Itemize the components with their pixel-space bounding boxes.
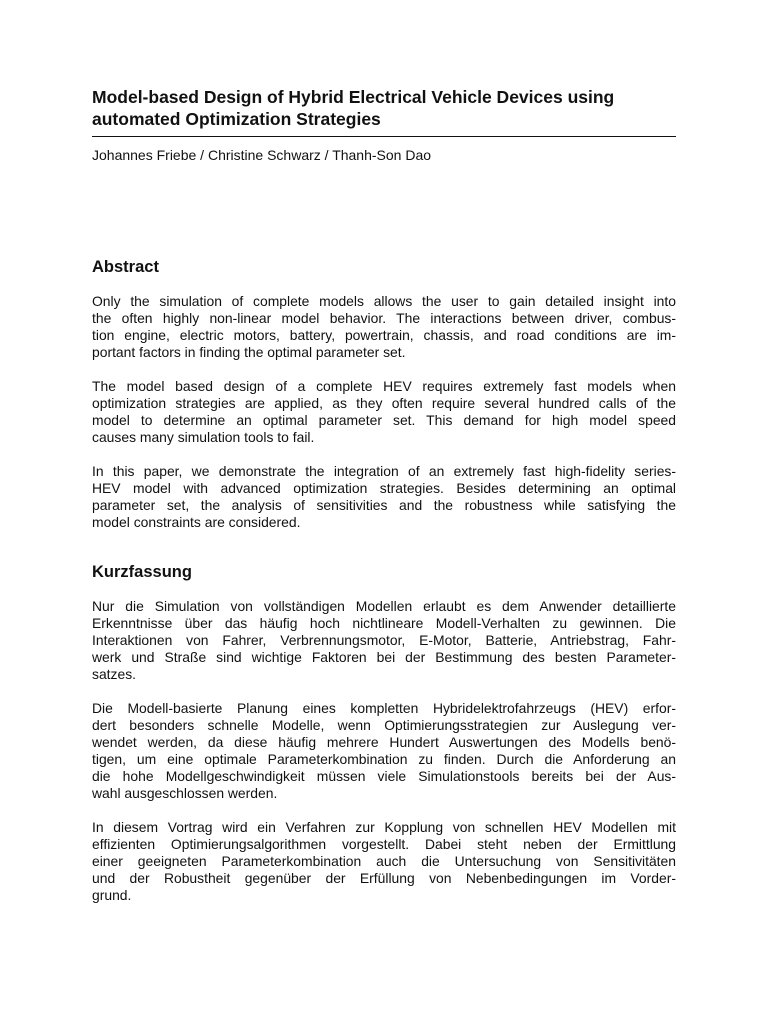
text-line: Interaktionen von Fahrer, Verbrennungsmotor, E-Motor, Batterie, Antriebstrag, Fahr- xyxy=(92,632,676,648)
text-line: Die Modell-basierte Planung eines kompletten Hybridelektrofahrzeugs (HEV) erfor- xyxy=(92,700,676,716)
text-line: einer geeigneten Parameterkombination auch die Untersuchung von Sensitivitäten xyxy=(92,853,676,869)
text-line: tion engine, electric motors, battery, powertrain, chassis, and road conditions are im- xyxy=(92,327,676,343)
kurzfassung-paragraph xyxy=(92,598,676,683)
kurzfassung-heading: Kurzfassung xyxy=(92,563,192,581)
text-line: causes many simulation tools to fail. xyxy=(92,429,315,445)
text-line: wendet werden, da diese häufig mehrere Hundert Auswertungen des Modells benö- xyxy=(92,734,676,750)
text-line: portant factors in finding the optimal parameter set. xyxy=(92,344,406,360)
abstract-paragraph xyxy=(92,293,676,361)
text-line: tigen, um eine optimale Parameterkombination zu finden. Durch die Anforderung an xyxy=(92,751,676,767)
abstract-paragraph xyxy=(92,463,676,531)
text-line: model to determine an optimal parameter set. This demand for high model speed xyxy=(92,412,676,428)
text-line: the often highly non-linear model behavior. The interactions between driver, combus- xyxy=(92,310,676,326)
paper-title xyxy=(92,86,676,137)
text-line: In diesem Vortrag wird ein Verfahren zur Kopplung von schnellen HEV Modellen mit xyxy=(92,819,676,835)
paper-authors: Johannes Friebe / Christine Schwarz / Thanh-Son Dao xyxy=(92,147,432,163)
text-line: satzes. xyxy=(92,666,137,682)
text-line: effizienten Optimierungsalgorithmen vorgestellt. Dabei steht neben der Ermittlung xyxy=(92,836,676,852)
text-line: model constraints are considered. xyxy=(92,514,301,530)
text-line: Only the simulation of complete models allows the user to gain detailed insight into xyxy=(92,293,676,309)
text-line: Erkenntnisse über das häufig hoch nichtlineare Modell-Verhalten zu gewinnen. Die xyxy=(92,615,676,631)
kurzfassung-paragraph xyxy=(92,700,676,802)
text-line: parameter set, the analysis of sensitivities and the robustness while satisfying the xyxy=(92,497,676,513)
text-line: die hohe Modellgeschwindigkeit müssen viele Simulationstools bereits bei der Aus- xyxy=(92,768,676,784)
kurzfassung-paragraph xyxy=(92,819,676,904)
text-line: grund. xyxy=(92,887,132,903)
text-line: HEV model with advanced optimization strategies. Besides determining an optimal xyxy=(92,480,676,496)
text-line: The model based design of a complete HEV requires extremely fast models when xyxy=(92,378,676,394)
text-line: Nur die Simulation von vollständigen Modellen erlaubt es dem Anwender detaillierte xyxy=(92,598,676,614)
text-line: In this paper, we demonstrate the integration of an extremely fast high-fidelity series- xyxy=(92,463,676,479)
abstract-heading: Abstract xyxy=(92,258,159,276)
paper-page xyxy=(92,86,676,903)
paper-title-line: Model-based Design of Hybrid Electrical Vehicle Devices using xyxy=(92,87,615,107)
text-line: optimization strategies are applied, as they often require several hundred calls of the xyxy=(92,395,676,411)
abstract-paragraph xyxy=(92,378,676,446)
text-line: dert besonders schnelle Modelle, wenn Optimierungsstrategien zur Auslegung ver- xyxy=(92,717,676,733)
paper-title-line: automated Optimization Strategies xyxy=(92,109,381,129)
text-line: und der Robustheit gegenüber der Erfüllung von Nebenbedingungen im Vorder- xyxy=(92,870,676,886)
text-line: werk und Straße sind wichtige Faktoren bei der Bestimmung des besten Parameter- xyxy=(92,649,676,665)
text-line: wahl ausgeschlossen werden. xyxy=(92,785,278,801)
